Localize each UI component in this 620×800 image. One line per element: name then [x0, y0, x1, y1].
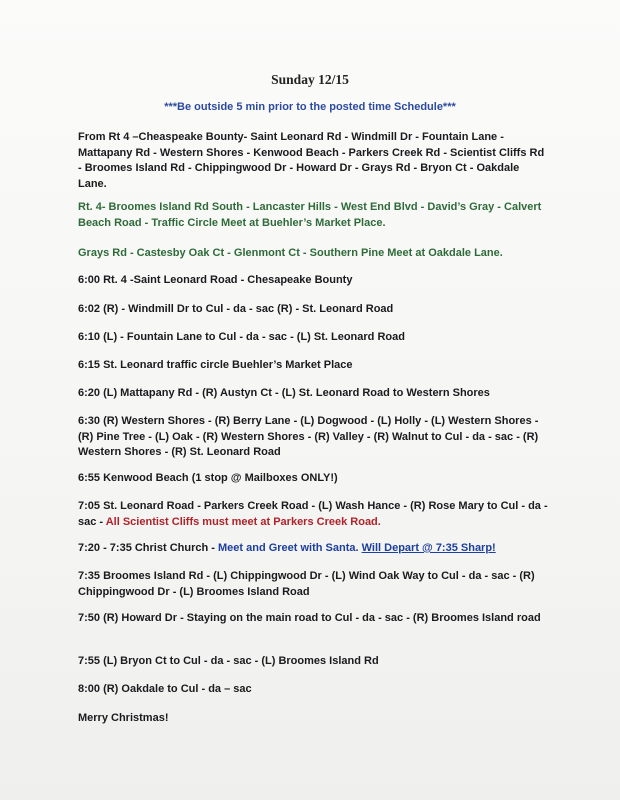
route-description-3: Grays Rd - Castesby Oak Ct - Glenmont Ct - Southern Pine Meet at Oakdale Lane.: [78, 247, 503, 259]
schedule-item-800: 8:00 (R) Oakdale to Cul - da – sac: [78, 683, 252, 695]
schedule-item-602: 6:02 (R) - Windmill Dr to Cul - da - sac (R) - St. Leonard Road: [78, 303, 394, 315]
page-title: Sunday 12/15: [271, 72, 349, 87]
schedule-item-600: 6:00 Rt. 4 -Saint Leonard Road - Chesapeake Bounty: [78, 274, 353, 286]
notice-line: ***Be outside 5 min prior to the posted time Schedule***: [164, 101, 456, 113]
santa-note: Meet and Greet with Santa.: [217, 542, 362, 554]
schedule-item-705: [78, 499, 548, 530]
scientist-cliffs-note: All Scientist Cliffs must meet at Parkers Creek Road.: [105, 515, 381, 528]
schedule-item-750: 7:50 (R) Howard Dr - Staying on the main road to Cul - da - sac - (R) Broomes Island road: [78, 612, 541, 624]
schedule-item-755: 7:55 (L) Bryon Ct to Cul - da - sac - (L) Broomes Island Rd: [78, 655, 379, 667]
schedule-item-720: [78, 541, 548, 557]
schedule-item-610: 6:10 (L) - Fountain Lane to Cul - da - sac - (L) St. Leonard Road: [78, 331, 405, 343]
schedule-720-text: 7:20 - 7:35 Christ Church -: [78, 542, 218, 554]
route-description-2: Rt. 4- Broomes Island Rd South - Lancaster Hills - West End Blvd - David’s Gray - Calvert Beach Road - Traffic Circle Meet at Buehler’s Market Place.: [78, 201, 542, 229]
schedule-item-615: 6:15 St. Leonard traffic circle Buehler’s Market Place: [78, 359, 353, 371]
closing-greeting: Merry Christmas!: [78, 712, 169, 724]
schedule-item-630: 6:30 (R) Western Shores - (R) Berry Lane - (L) Dogwood - (L) Holly - (L) Western Shores - (R) Pine Tree - (L) Oak - (R) Western Shores - (R) Valley - (R) Walnut to Cul - da - sac - (R) Western Shores - (R) St. Leonard Road: [78, 415, 539, 458]
schedule-item-655: 6:55 Kenwood Beach (1 stop @ Mailboxes ONLY!): [78, 472, 338, 484]
route-description-1: From Rt 4 –Cheaspeake Bounty- Saint Leonard Rd - Windmill Dr - Fountain Lane - Mattapany Rd - Western Shores - Kenwood Beach - Parkers Creek Rd - Scientist Cliffs Rd - Broomes Island Rd - Chippingwood Dr - Howard Dr - Grays Rd - Bryon Ct - Oakdale Lane.: [78, 131, 545, 190]
depart-time-note: Will Depart @ 7:35 Sharp!: [361, 542, 496, 554]
schedule-705-text: 7:05 St. Leonard Road - Parkers Creek Road - (L) Wash Hance - (R) Rose Mary to Cul - da - sac -: [78, 500, 548, 528]
schedule-item-735: 7:35 Broomes Island Rd - (L) Chippingwood Dr - (L) Wind Oak Way to Cul - da - sac - (R) Chippingwood Dr - (L) Broomes Island Road: [78, 570, 535, 598]
schedule-item-620: 6:20 (L) Mattapany Rd - (R) Austyn Ct - (L) St. Leonard Road to Western Shores: [78, 387, 490, 399]
